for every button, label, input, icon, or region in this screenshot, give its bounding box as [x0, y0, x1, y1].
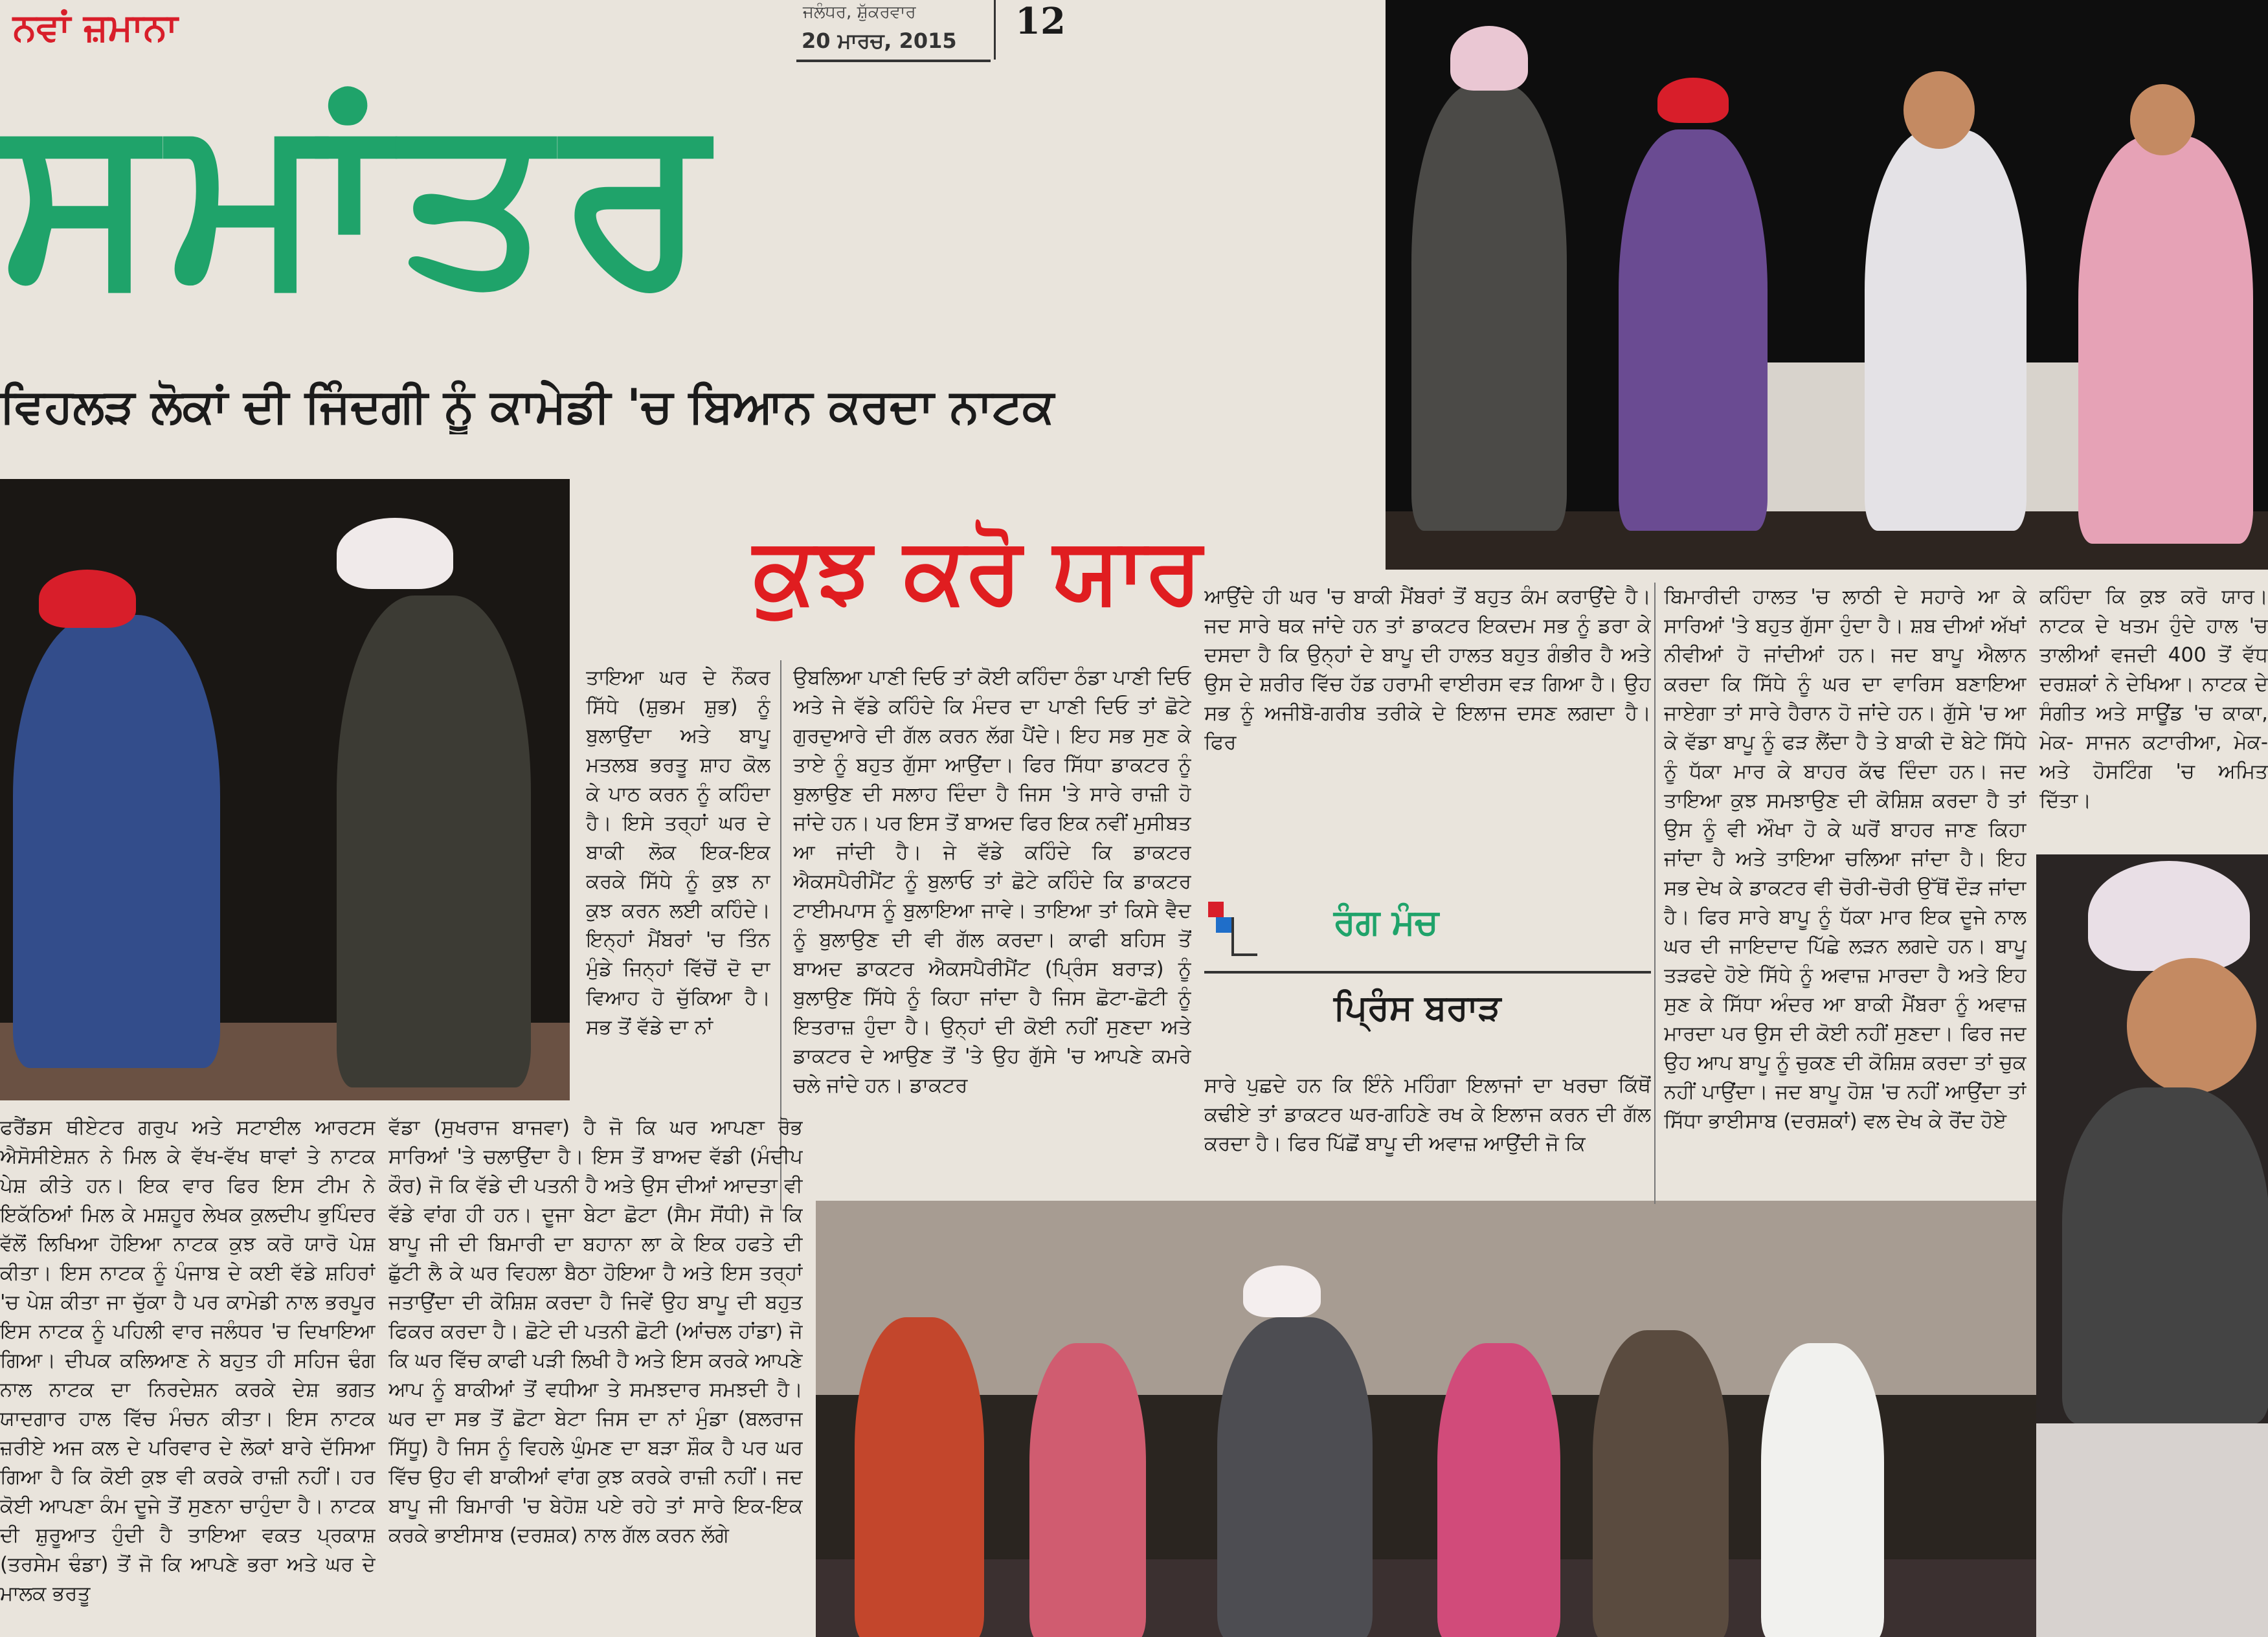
page-number: 12: [994, 0, 1059, 60]
photo-stage-four-actors: [1386, 0, 2268, 570]
dateline-place: ਜਲੰਧਰ, ਸ਼ੁੱਕਰਵਾਰ: [803, 3, 916, 22]
article-column-2: [793, 663, 1191, 1194]
column-rule: [1654, 583, 1656, 1204]
column-tag-accent: [1208, 902, 1253, 960]
article-column-8: [388, 1113, 803, 1637]
newspaper-name: ਨਵਾਂ ਜ਼ਮਾਨਾ: [13, 5, 178, 49]
column-tag: ਰੰਗ ਮੰਚ: [1334, 902, 1439, 942]
article-column-3: [1204, 583, 1651, 884]
byline-rule: [1204, 971, 1651, 974]
photo-seated-elder: [2036, 854, 2268, 1637]
column-text: ਬਿਮਾਰੀਦੀ ਹਾਲਤ 'ਚ ਲਾਠੀ ਦੇ ਸਹਾਰੇ ਆ ਕੇ ਸਾਰਿਆਂ 'ਤੇ ਬਹੁਤ ਗੁੱਸਾ ਹੁੰਦਾ ਹੈ। ਸ਼ਬ ਦੀਆਂ ਅੱਖਾਂ ਨੀਵੀਆਂ ਹੋ ਜਾਂਦੀਆਂ ਹਨ। ਜਦ ਬਾਪੂ ਐਲਾਨ ਕਰਦਾ ਕਿ ਸਿੱਧੇ ਨੂੰ ਘਰ ਦਾ ਵਾਰਿਸ ਬਣਾਇਆ ਜਾਏਗਾ ਤਾਂ ਸਾਰੇ ਹੈਰਾਨ ਹੋ ਜਾਂਦੇ ਹਨ। ਗੁੱਸੇ 'ਚ ਆ ਕੇ ਵੱਡਾ ਬਾਪੂ ਨੂੰ ਫੜ ਲੈਂਦਾ ਹੈ ਤੇ ਬਾਕੀ ਦੋ ਬੇਟੇ ਸਿੱਧੇ ਨੂੰ ਧੱਕਾ ਮਾਰ ਕੇ ਬਾਹਰ ਕੱਢ ਦਿੰਦਾ ਹਨ। ਜਦ ਤਾਇਆ ਕੁਝ ਸਮਝਾਉਣ ਦੀ ਕੋਸ਼ਿਸ਼ ਕਰਦਾ ਹੈ ਤਾਂ ਉਸ ਨੂੰ ਵੀ ਔਖਾ ਹੋ ਕੇ ਘਰੋਂ ਬਾਹਰ ਜਾਣ ਕਿਹਾ ਜਾਂਦਾ ਹੈ ਅਤੇ ਤਾਇਆ ਚਲਿਆ ਜਾਂਦਾ ਹੈ। ਇਹ ਸਭ ਦੇਖ ਕੇ ਡਾਕਟਰ ਵੀ ਚੋਰੀ-ਚੋਰੀ ਉੱਥੋਂ ਦੌੜ ਜਾਂਦਾ ਹੈ। ਫਿਰ ਸਾਰੇ ਬਾਪੂ ਨੂੰ ਧੱਕਾ ਮਾਰ ਇਕ ਦੂਜੇ ਨਾਲ ਘਰ ਦੀ ਜਾਇਦਾਦ ਪਿੱਛੇ ਲੜਨ ਲਗਦੇ ਹਨ। ਬਾਪੂ ਤੜਫਦੇ ਹੋਏ ਸਿੱਧੇ ਨੂੰ ਅਵਾਜ਼ ਮਾਰਦਾ ਹੈ ਅਤੇ ਇਹ ਸੁਣ ਕੇ ਸਿੱਧਾ ਅੰਦਰ ਆ ਬਾਕੀ ਮੈਂਬਰਾ ਨੂੰ ਅਵਾਜ਼ ਮਾਰਦਾ ਪਰ ਉਸ ਦੀ ਕੋਈ ਨਹੀਂ ਸੁਣਦਾ। ਫਿਰ ਜਦ ਉਹ ਆਪ ਬਾਪੂ ਨੂੰ ਚੁਕਣ ਦੀ ਕੋਸ਼ਿਸ਼ ਕਰਦਾ ਤਾਂ ਚੁਕ ਨਹੀਂ ਪਾਉਂਦਾ। ਜਦ ਬਾਪੂ ਹੋਸ਼ 'ਚ ਨਹੀਂ ਆਉਂਦਾ ਤਾਂ ਸਿੱਧਾ ਭਾਈਸਾਬ (ਦਰਸ਼ਕਾਂ) ਵਲ ਦੇਖ ਕੇ ਰੋਂਦ ਹੋਏ: [1664, 585, 2027, 1133]
article-column-6: [2039, 583, 2268, 841]
section-title: ਸਮਾਂਤਰ: [0, 61, 721, 333]
photo-group-on-stage: [816, 1201, 2046, 1637]
byline-box: [1204, 896, 1651, 1058]
dateline: [796, 0, 991, 62]
article-column-4: [1204, 1071, 1651, 1194]
column-text: ਕਹਿੰਦਾ ਕਿ ਕੁਝ ਕਰੋ ਯਾਰ। ਨਾਟਕ ਦੇ ਖਤਮ ਹੁੰਦੇ ਹਾਲ 'ਚ ਤਾਲੀਆਂ ਵਜਦੀ 400 ਤੋਂ ਵੱਧ ਦਰਸ਼ਕਾਂ ਨੇ ਦੇਖਿਆ। ਨਾਟਕ ਦੇ ਸੰਗੀਤ ਅਤੇ ਸਾਊਂਡ 'ਚ ਕਾਕਾ, ਮੇਕ- ਸਾਜਨ ਕਟਾਰੀਆ, ਮੇਕ- ਅਤੇ ਹੋਸਟਿੰਗ 'ਚ ਅਮਿਤ ਦਿੱਤਾ।: [2039, 585, 2268, 812]
photo-two-actors: [0, 479, 570, 1100]
article-column-1: [586, 663, 770, 1071]
article-column-7: [0, 1113, 376, 1637]
column-text: ਸਾਰੇ ਪੁਛਦੇ ਹਨ ਕਿ ਇੰਨੇ ਮਹਿੰਗਾ ਇਲਾਜਾਂ ਦਾ ਖਰਚਾ ਕਿੱਥੋਂ ਕਢੀਏ ਤਾਂ ਡਾਕਟਰ ਘਰ-ਗਹਿਣੇ ਰਖ ਕੇ ਇਲਾਜ ਕਰਨ ਦੀ ਗੱਲ ਕਰਦਾ ਹੈ। ਫਿਰ ਪਿੱਛੋਂ ਬਾਪੂ ਦੀ ਅਵਾਜ਼ ਆਉਂਦੀ ਜੋ ਕਿ: [1204, 1074, 1651, 1155]
column-text: ਫਰੈਂਡਸ ਥੀਏਟਰ ਗਰੁਪ ਅਤੇ ਸਟਾਈਲ ਆਰਟਸ ਐਸੋਸੀਏਸ਼ਨ ਨੇ ਮਿਲ ਕੇ ਵੱਖ-ਵੱਖ ਥਾਵਾਂ ਤੇ ਨਾਟਕ ਪੇਸ਼ ਕੀਤੇ ਹਨ। ਇਕ ਵਾਰ ਫਿਰ ਇਸ ਟੀਮ ਨੇ ਇਕੱਠਿਆਂ ਮਿਲ ਕੇ ਮਸ਼ਹੂਰ ਲੇਖਕ ਕੁਲਦੀਪ ਭੁਪਿੰਦਰ ਵੱਲੋਂ ਲਿਖਿਆ ਹੋਇਆ ਨਾਟਕ ਕੁਝ ਕਰੋ ਯਾਰੋ ਪੇਸ਼ ਕੀਤਾ। ਇਸ ਨਾਟਕ ਨੂੰ ਪੰਜਾਬ ਦੇ ਕਈ ਵੱਡੇ ਸ਼ਹਿਰਾਂ 'ਚ ਪੇਸ਼ ਕੀਤਾ ਜਾ ਚੁੱਕਾ ਹੈ ਪਰ ਕਾਮੇਡੀ ਨਾਲ ਭਰਪੂਰ ਇਸ ਨਾਟਕ ਨੂੰ ਪਹਿਲੀ ਵਾਰ ਜਲੰਧਰ 'ਚ ਦਿਖਾਇਆ ਗਿਆ। ਦੀਪਕ ਕਲਿਆਣ ਨੇ ਬਹੁਤ ਹੀ ਸਹਿਜ ਢੰਗ ਨਾਲ ਨਾਟਕ ਦਾ ਨਿਰਦੇਸ਼ਨ ਕਰਕੇ ਦੇਸ਼ ਭਗਤ ਯਾਦਗਾਰ ਹਾਲ ਵਿੱਚ ਮੰਚਨ ਕੀਤਾ। ਇਸ ਨਾਟਕ ਜ਼ਰੀਏ ਅਜ ਕਲ ਦੇ ਪਰਿਵਾਰ ਦੇ ਲੋਕਾਂ ਬਾਰੇ ਦੱਸਿਆ ਗਿਆ ਹੈ ਕਿ ਕੋਈ ਕੁਝ ਵੀ ਕਰਕੇ ਰਾਜ਼ੀ ਨਹੀਂ। ਹਰ ਕੋਈ ਆਪਣਾ ਕੰਮ ਦੂਜੇ ਤੋਂ ਸੁਣਨਾ ਚਾਹੁੰਦਾ ਹੈ। ਨਾਟਕ ਦੀ ਸ਼ੁਰੂਆਤ ਹੁੰਦੀ ਹੈ ਤਾਇਆ ਵਕਤ ਪ੍ਰਕਾਸ਼ (ਤਰਸੇਮ ਢੰਡਾ) ਤੋਂ ਜੋ ਕਿ ਆਪਣੇ ਭਰਾ ਅਤੇ ਘਰ ਦੇ ਮਾਲਕ ਭਰਤੂ: [0, 1116, 376, 1605]
article-kicker: ਵਿਹਲੜ ਲੋਕਾਂ ਦੀ ਜਿੰਦਗੀ ਨੂੰ ਕਾਮੇਡੀ 'ਚ ਬਿਆਨ ਕਰਦਾ ਨਾਟਕ: [0, 379, 1055, 433]
column-text: ਵੱਡਾ (ਸੁਖਰਾਜ ਬਾਜਵਾ) ਹੈ ਜੋ ਕਿ ਘਰ ਆਪਣਾ ਰੋਭ ਸਾਰਿਆਂ 'ਤੇ ਚਲਾਉਂਦਾ ਹੈ। ਇਸ ਤੋਂ ਬਾਅਦ ਵੱਡੀ (ਮੰਦੀਪ ਕੌਰ) ਜੋ ਕਿ ਵੱਡੇ ਦੀ ਪਤਨੀ ਹੈ ਅਤੇ ਉਸ ਦੀਆਂ ਆਦਤਾ ਵੀ ਵੱਡੇ ਵਾਂਗ ਹੀ ਹਨ। ਦੂਜਾ ਬੇਟਾ ਛੋਟਾ (ਸੈਮ ਸੋਂਧੀ) ਜੋ ਕਿ ਬਾਪੂ ਜੀ ਦੀ ਬਿਮਾਰੀ ਦਾ ਬਹਾਨਾ ਲਾ ਕੇ ਇਕ ਹਫਤੇ ਦੀ ਛੁੱਟੀ ਲੈ ਕੇ ਘਰ ਵਿਹਲਾ ਬੈਠਾ ਹੋਇਆ ਹੈ ਅਤੇ ਇਸ ਤਰ੍ਹਾਂ ਜਤਾਉਂਦਾ ਦੀ ਕੋਸ਼ਿਸ਼ ਕਰਦਾ ਹੈ ਜਿਵੇਂ ਉਹ ਬਾਪੂ ਦੀ ਬਹੁਤ ਫਿਕਰ ਕਰਦਾ ਹੈ। ਛੋਟੇ ਦੀ ਪਤਨੀ ਛੋਟੀ (ਆਂਚਲ ਹਾਂਡਾ) ਜੋ ਕਿ ਘਰ ਵਿੱਚ ਕਾਫੀ ਪੜੀ ਲਿਖੀ ਹੈ ਅਤੇ ਇਸ ਕਰਕੇ ਆਪਣੇ ਆਪ ਨੂੰ ਬਾਕੀਆਂ ਤੋਂ ਵਧੀਆ ਤੇ ਸਮਝਦਾਰ ਸਮਝਦੀ ਹੈ। ਘਰ ਦਾ ਸਭ ਤੋਂ ਛੋਟਾ ਬੇਟਾ ਜਿਸ ਦਾ ਨਾਂ ਮੁੰਡਾ (ਬਲਰਾਜ ਸਿੱਧੂ) ਹੈ ਜਿਸ ਨੂੰ ਵਿਹਲੇ ਘੁੰਮਣ ਦਾ ਬੜਾ ਸ਼ੌਕ ਹੈ ਪਰ ਘਰ ਵਿੱਚ ਉਹ ਵੀ ਬਾਕੀਆਂ ਵਾਂਗ ਕੁਝ ਕਰਕੇ ਰਾਜ਼ੀ ਨਹੀਂ। ਜਦ ਬਾਪੂ ਜੀ ਬਿਮਾਰੀ 'ਚ ਬੇਹੋਸ਼ ਪਏ ਰਹੇ ਤਾਂ ਸਾਰੇ ਇਕ-ਇਕ ਕਰਕੇ ਭਾਈਸਾਬ (ਦਰਸ਼ਕ) ਨਾਲ ਗੱਲ ਕਰਨ ਲੱਗੇ: [388, 1116, 803, 1547]
column-text: ਉਬਲਿਆ ਪਾਣੀ ਦਿਓ ਤਾਂ ਕੋਈ ਕਹਿੰਦਾ ਠੰਡਾ ਪਾਣੀ ਦਿਓ ਅਤੇ ਜੇ ਵੱਡੇ ਕਹਿੰਦੇ ਕਿ ਮੰਦਰ ਦਾ ਪਾਣੀ ਦਿਓ ਤਾਂ ਛੋਟੇ ਗੁਰਦੁਆਰੇ ਦੀ ਗੱਲ ਕਰਨ ਲੱਗ ਪੈਂਦੇ। ਇਹ ਸਭ ਸੁਣ ਕੇ ਤਾਏ ਨੂੰ ਬਹੁਤ ਗੁੱਸਾ ਆਉਂਦਾ। ਫਿਰ ਸਿੱਧਾ ਡਾਕਟਰ ਨੂੰ ਬੁਲਾਉਣ ਦੀ ਸਲਾਹ ਦਿੰਦਾ ਹੈ ਜਿਸ 'ਤੇ ਸਾਰੇ ਰਾਜ਼ੀ ਹੋ ਜਾਂਦੇ ਹਨ। ਪਰ ਇਸ ਤੋਂ ਬਾਅਦ ਫਿਰ ਇਕ ਨਵੀਂ ਮੁਸੀਬਤ ਆ ਜਾਂਦੀ ਹੈ। ਜੇ ਵੱਡੇ ਕਹਿੰਦੇ ਕਿ ਡਾਕਟਰ ਐਕਸਪੈਰੀਮੈਂਟ ਨੂੰ ਬੁਲਾਓ ਤਾਂ ਛੋਟੇ ਕਹਿੰਦੇ ਕਿ ਡਾਕਟਰ ਟਾਈਮਪਾਸ ਨੂੰ ਬੁਲਾਇਆ ਜਾਵੇ। ਤਾਇਆ ਤਾਂ ਕਿਸੇ ਵੈਦ ਨੂੰ ਬੁਲਾਉਣ ਦੀ ਵੀ ਗੱਲ ਕਰਦਾ। ਕਾਫੀ ਬਹਿਸ ਤੋਂ ਬਾਅਦ ਡਾਕਟਰ ਐਕਸਪੈਰੀਮੈਂਟ (ਪ੍ਰਿੰਸ ਬਰਾੜ) ਨੂੰ ਬੁਲਾਉਣ ਸਿੱਧੇ ਨੂੰ ਕਿਹਾ ਜਾਂਦਾ ਹੈ ਜਿਸ ਛੋਟਾ-ਛੋਟੀ ਨੂੰ ਇਤਰਾਜ਼ ਹੁੰਦਾ ਹੈ। ਉਨ੍ਹਾਂ ਦੀ ਕੋਈ ਨਹੀਂ ਸੁਣਦਾ ਅਤੇ ਡਾਕਟਰ ਦੇ ਆਉਣ ਤੋਂ 'ਤੇ ਉਹ ਗੁੱਸੇ 'ਚ ਆਪਣੇ ਕਮਰੇ ਚਲੇ ਜਾਂਦੇ ਹਨ। ਡਾਕਟਰ: [793, 666, 1191, 1097]
author-byline: ਪ੍ਰਿੰਸ ਬਰਾੜ: [1334, 987, 1501, 1028]
dateline-date: 20 ਮਾਰਚ, 2015: [802, 28, 957, 53]
column-text: ਤਾਇਆ ਘਰ ਦੇ ਨੌਕਰ ਸਿੱਧੇ (ਸ਼ੁਭਮ ਸ਼ੁਭ) ਨੂੰ ਬੁਲਾਉਂਦਾ ਅਤੇ ਬਾਪੂ ਮਤਲਬ ਭਰਤੂ ਸ਼ਾਹ ਕੋਲ ਕੇ ਪਾਠ ਕਰਨ ਨੂੰ ਕਹਿੰਦਾ ਹੈ। ਇਸੇ ਤਰ੍ਹਾਂ ਘਰ ਦੇ ਬਾਕੀ ਲੋਕ ਇਕ-ਇਕ ਕਰਕੇ ਸਿੱਧੇ ਨੂੰ ਕੁਝ ਨਾ ਕੁਝ ਕਰਨ ਲਈ ਕਹਿੰਦੇ। ਇਨ੍ਹਾਂ ਮੈਂਬਰਾਂ 'ਚ ਤਿੰਨ ਮੁੰਡੇ ਜਿਨ੍ਹਾਂ ਵਿੱਚੋਂ ਦੋ ਦਾ ਵਿਆਹ ਹੋ ਚੁੱਕਿਆ ਹੈ। ਸਭ ਤੋਂ ਵੱਡੇ ਦਾ ਨਾਂ: [586, 666, 770, 1039]
article-title: ਕੁਝ ਕਰੋ ਯਾਰ: [753, 518, 1202, 623]
article-column-5: [1664, 583, 2027, 1256]
column-text: ਆਉਂਦੇ ਹੀ ਘਰ 'ਚ ਬਾਕੀ ਮੈਂਬਰਾਂ ਤੋਂ ਬਹੁਤ ਕੰਮ ਕਰਾਉਂਦੇ ਹੈ। ਜਦ ਸਾਰੇ ਥਕ ਜਾਂਦੇ ਹਨ ਤਾਂ ਡਾਕਟਰ ਇਕਦਮ ਸਭ ਨੂੰ ਡਰਾ ਕੇ ਦਸਦਾ ਹੈ ਕਿ ਉਨ੍ਹਾਂ ਦੇ ਬਾਪੂ ਦੀ ਹਾਲਤ ਬਹੁਤ ਗੰਭੀਰ ਹੈ ਅਤੇ ਉਸ ਦੇ ਸ਼ਰੀਰ ਵਿੱਚ ਹੱਡ ਹਰਾਮੀ ਵਾਈਰਸ ਵੜ ਗਿਆ ਹੈ। ਉਹ ਸਭ ਨੂੰ ਅਜੀਬੋ-ਗਰੀਬ ਤਰੀਕੇ ਦੇ ਇਲਾਜ ਦਸਣ ਲਗਦਾ ਹੈ। ਫਿਰ: [1204, 585, 1651, 754]
